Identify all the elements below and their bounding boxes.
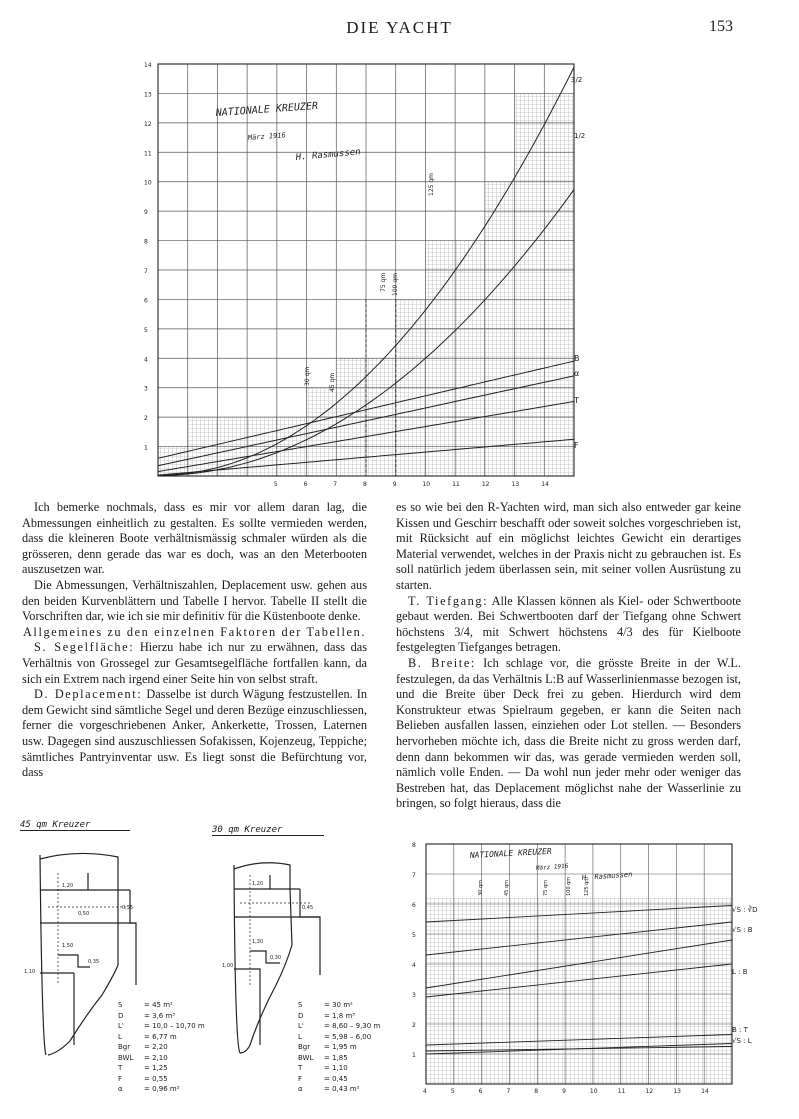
page-number: 153	[709, 18, 733, 35]
chart-inscription	[214, 101, 318, 119]
x-tick-label: 12	[481, 481, 490, 488]
small-class-label: 45 qm	[504, 880, 510, 896]
x-tick-label: 6	[303, 481, 308, 488]
term-lead: B. Breite:	[408, 655, 476, 670]
x-tick-label: 12	[645, 1088, 654, 1095]
x-tick-label: 11	[452, 481, 460, 488]
x-tick-label: 8	[534, 1088, 539, 1095]
paragraph: D. Deplacement: Dasselbe ist durch Wägung festzustellen. In dem Gewicht sind sämtliche Segel und deren Bezüge einzuschliessen, ferner die vorgeschriebenen Anker, Ankerkette, Trossen, Laternen usw. Dagegen sind auszuschliessen Sofakissen, Kojenzeug, Teppiche; sämtliches Pantryinventar usw. Es liegt sonst die Befürchtung vor, dass	[22, 687, 367, 780]
y-tick-label: 2	[412, 1022, 416, 1029]
y-axis-ticks	[144, 62, 152, 452]
x-tick-label: 5	[273, 481, 278, 488]
spec-row: S = 30 m²	[298, 1001, 353, 1009]
x-tick-label: 13	[511, 481, 520, 488]
y-tick-label: 8	[144, 238, 148, 246]
y-tick-label: 1	[412, 1052, 416, 1059]
paragraph: es so wie bei den R-Yachten wird, man sich also entweder gar keine Kissen und Geschirr beschafft oder soweit solches vorgeschrieben ist, mit Rücksicht auf ein möglichst leichtes Gewicht ein derartiges Material verwendet, welches in der Praxis nicht zu gebrauchen ist. Es soll natürlich jedem überlassen sein, mit seiner vollen Ausrüstung zu starten.	[396, 500, 741, 592]
dim-label: 0,50	[78, 911, 90, 917]
small-chart-signature: H. Rasmussen	[581, 870, 633, 882]
spec-row: S = 45 m²	[118, 1001, 173, 1009]
x-tick-label: 6	[478, 1088, 483, 1095]
x-tick-label: 10	[589, 1088, 598, 1095]
small-line-label: L : B	[732, 968, 748, 976]
y-tick-label: 13	[144, 91, 152, 99]
class-label-75	[380, 273, 387, 292]
term-lead: T. Tiefgang:	[408, 593, 489, 608]
dim-label: 0,35	[88, 959, 100, 965]
dim-label: 0,55	[122, 905, 134, 911]
y-tick-label: 4	[412, 962, 416, 969]
spec-row: F = 0,45	[298, 1074, 348, 1083]
x-tick-label: 9	[562, 1088, 566, 1095]
dim-label: 1,10	[24, 969, 36, 975]
chart-title-handwritten: NATIONALE KREUZER	[215, 100, 319, 119]
x-tick-label: 8	[363, 481, 367, 488]
y-tick-label: 14	[144, 62, 152, 69]
spec-row: T = 1,10	[298, 1064, 348, 1072]
dim-label: 1,50	[62, 943, 74, 949]
curve-label-alpha: α	[574, 369, 580, 378]
x-tick-label: 7	[506, 1088, 511, 1095]
x-axis-ticks	[274, 481, 549, 488]
small-chart-title-handwritten: NATIONALE KREUZER	[469, 846, 552, 860]
paragraph: Ich bemerke nochmals, dass es mir vor allem daran lag, die Abmessungen einheitlich zu gestalten. Es sollte vermieden werden, dass die kleineren Boote verhältnismässig schmaler würden als die grösseren, denn gerade das war es doch, was an den Meterbooten auszusetzen war.	[22, 500, 367, 577]
x-tick-label: 10	[422, 481, 431, 488]
class-label-45	[329, 373, 336, 392]
y-tick-label: 12	[144, 120, 152, 128]
text-column-right	[396, 500, 741, 812]
small-class-label: 100 qm	[566, 876, 572, 896]
dim-label: 0,45	[302, 905, 314, 911]
y-tick-label: 3	[412, 992, 416, 999]
text-column-left	[22, 500, 367, 781]
x-tick-label: 13	[673, 1088, 682, 1095]
section-30-title: 30 qm Kreuzer	[212, 825, 324, 836]
y-tick-label: 5	[412, 932, 416, 939]
spec-row: D = 1,8 m³	[298, 1011, 356, 1020]
x-tick-label: 11	[617, 1088, 626, 1095]
y-tick-label: 6	[412, 902, 416, 909]
small-line-label: √S : B	[732, 926, 753, 934]
dim-label: 1,20	[62, 883, 74, 889]
small-y-ticks	[412, 842, 416, 1059]
spec-row: BWL = 1,85	[298, 1053, 348, 1062]
x-tick-label: 4	[423, 1088, 427, 1095]
svg-text:März 1916: März 1916	[247, 131, 286, 142]
small-x-ticks	[423, 1088, 709, 1095]
class-label-125-text: 125 qm	[428, 172, 435, 196]
curve-label-T: T	[574, 396, 579, 405]
paragraph: T. Tiefgang: Alle Klassen können als Kiel- oder Schwertboote gebaut werden. Bei Schwertbooten darf der Tiefgang ohne Schwert höchstens 3/4, mit Schwert höchstens 4/3 des für Kielboote festgelegten Tiefganges betragen.	[396, 593, 742, 655]
curve-label-3-2: 3/2	[571, 76, 583, 84]
small-class-label: 30 qm	[478, 880, 484, 896]
y-tick-label: 4	[144, 356, 148, 364]
paragraph: B. Breite: Ich schlage vor, die grösste Breite in der W.L. festzulegen, da das Verhältnis L:B auf Wasserlinienmasse bezogen ist, und die Breite über Deck frei zu geben. Hierdurch wird dem Konstrukteur etwas Spielraum gegeben, er kann die Seiten nach Belieben ausfallen lassen, einziehen oder Lot stellen. — Besonders hervorheben möchte ich, dass die Breite nicht zu gross werden darf, denn dann bekommen wir das, was gerade vermieden werden soll, nämlich volle Enden. — Da wohl nun jeder mehr oder weniger das Bestreben hat, das Deplacement möglichst nahe der Wasserlinie zu bringen, so folgt hieraus, dass die	[396, 655, 742, 811]
class-label-100-text: 100 qm	[392, 272, 399, 296]
small-line-label: √S : L	[732, 1037, 752, 1045]
spec-row: L' = 10,0 – 10,70 m	[118, 1022, 205, 1030]
class-label-100	[392, 273, 399, 296]
section-30-specs	[298, 1000, 398, 1095]
class-label-45-text: 45 qm	[329, 372, 336, 392]
y-tick-label: 6	[144, 297, 148, 305]
y-tick-label: 11	[144, 150, 152, 158]
svg-text:H. Rasmussen: H. Rasmussen	[295, 147, 362, 163]
spec-row: L' = 8,60 – 9,30 m	[298, 1022, 381, 1030]
chart-signature	[294, 147, 361, 163]
dim-label: 0,30	[270, 955, 282, 961]
x-tick-label: 9	[392, 481, 397, 488]
spec-row: α = 0,96 m²	[118, 1085, 180, 1093]
section-heading: Allgemeines zu den einzelnen Faktoren der Tabellen.	[22, 624, 367, 639]
y-tick-label: 1	[144, 444, 148, 452]
term-lead: D. Deplacement:	[34, 687, 143, 702]
section-45-specs	[118, 1000, 228, 1095]
spec-row: Bgr = 2,20	[118, 1043, 168, 1051]
curve-label-1-2: 1/2	[574, 132, 586, 140]
small-class-label: 125 qm	[584, 876, 590, 896]
class-label-125	[428, 173, 435, 196]
spec-row: BWL = 2,10	[118, 1053, 168, 1062]
spec-row: Bgr = 1,95 m	[298, 1043, 357, 1051]
x-tick-label: 14	[541, 481, 549, 488]
paragraph: S. Segelfläche: Hierzu habe ich nur zu erwähnen, dass das Verhältnis von Grossegel zur Gesamtsegelfläche fortfallen kann, da sich ein Extrem nach irgend einer Seite hin von selbst straft.	[22, 640, 367, 686]
class-label-30-text: 30 qm	[304, 366, 311, 386]
dim-label: 1,20	[252, 881, 264, 887]
class-label-75-text: 75 qm	[380, 272, 387, 292]
shaded-region	[426, 898, 732, 1084]
curve-label-B: B	[574, 354, 580, 363]
main-curve-chart	[128, 56, 598, 494]
spec-row: L = 6,77 m	[118, 1032, 177, 1041]
small-chart-date: März 1916	[535, 862, 569, 872]
y-tick-label: 7	[144, 268, 148, 275]
section-45-title: 45 qm Kreuzer	[20, 820, 130, 831]
chart-date-handwritten	[247, 131, 286, 142]
spec-row: α = 0,43 m²	[298, 1085, 360, 1093]
y-tick-label: 7	[412, 872, 416, 879]
small-class-label: 75 qm	[543, 880, 549, 896]
term-lead: S. Segelfläche:	[34, 640, 135, 655]
spec-row: F = 0,55	[118, 1074, 168, 1083]
curve-label-F: F	[574, 441, 579, 450]
x-tick-label: 14	[701, 1088, 709, 1095]
small-curve-chart	[410, 838, 780, 1096]
y-tick-label: 10	[144, 179, 152, 187]
small-line-label: B : T	[732, 1026, 748, 1034]
y-tick-label: 8	[412, 842, 416, 849]
dim-label: 1,30	[252, 939, 264, 945]
spec-row: T = 1,25	[118, 1064, 168, 1072]
spec-row: D = 3,6 m³	[118, 1011, 176, 1020]
spec-row: L = 5,98 – 6,00	[298, 1032, 372, 1041]
class-label-30	[304, 367, 311, 386]
paragraph: Die Abmessungen, Verhältniszahlen, Deplacement usw. gehen aus den beiden Kurvenblättern und Tabelle I hervor. Tabelle II stellt die Vorschriften dar, wie ich sie mir definitiv für die Küstenboote denke.	[22, 577, 367, 624]
x-tick-label: 5	[450, 1088, 455, 1095]
y-tick-label: 5	[144, 326, 148, 334]
y-tick-label: 9	[144, 209, 148, 217]
y-tick-label: 3	[144, 385, 148, 393]
page-header-title: DIE YACHT	[346, 18, 453, 37]
dim-label: 1,00	[222, 963, 234, 969]
y-tick-label: 2	[144, 415, 148, 423]
x-tick-label: 7	[333, 481, 338, 488]
small-line-label: √S : ∛D	[732, 906, 758, 914]
